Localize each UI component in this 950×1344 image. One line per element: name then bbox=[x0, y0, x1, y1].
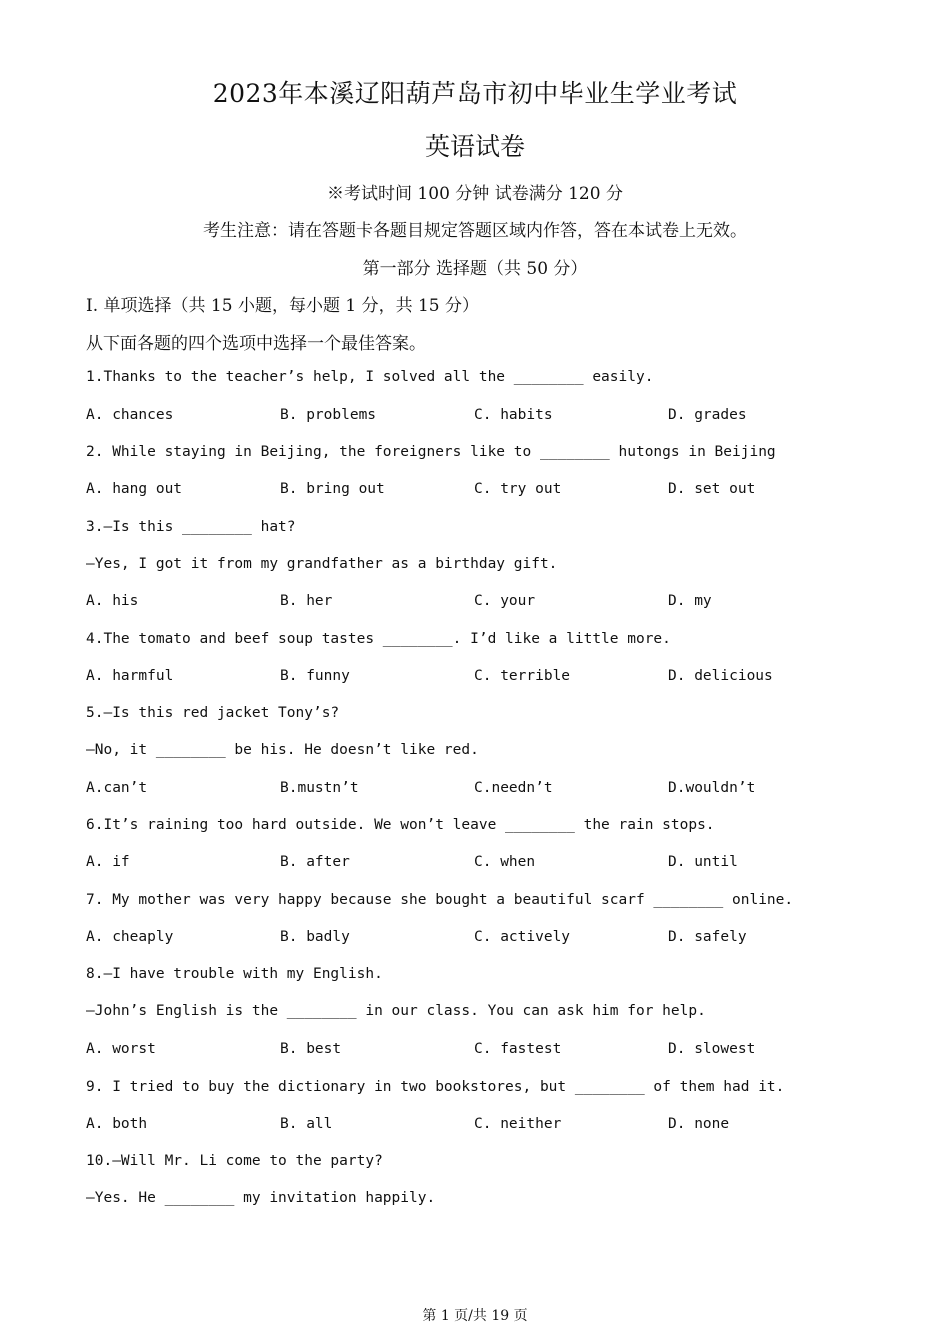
option-b: B. funny bbox=[280, 668, 350, 684]
question-text: 4.The tomato and beef soup tastes ________. I’d like a little more. bbox=[86, 631, 671, 647]
question-text: —John’s English is the ________ in our class. You can ask him for help. bbox=[86, 1003, 706, 1019]
option-c: C. neither bbox=[474, 1116, 562, 1132]
option-c: C. when bbox=[474, 854, 536, 870]
option-a: A. chances bbox=[86, 407, 174, 423]
question-text: 3.—Is this ________ hat? bbox=[86, 519, 296, 535]
option-b: B. best bbox=[280, 1041, 342, 1057]
question-text: 5.—Is this red jacket Tony’s? bbox=[86, 705, 340, 721]
question-text: 10.—Will Mr. Li come to the party? bbox=[86, 1153, 383, 1169]
option-c: C.needn’t bbox=[474, 780, 553, 796]
option-c: C. actively bbox=[474, 929, 571, 945]
option-d: D. grades bbox=[668, 407, 747, 423]
exam-subtitle: 英语试卷 bbox=[424, 132, 525, 161]
option-d: D. my bbox=[668, 593, 712, 609]
question-text: —Yes. He ________ my invitation happily. bbox=[86, 1190, 436, 1206]
option-b: B. bring out bbox=[280, 481, 385, 497]
option-b: B. her bbox=[280, 593, 333, 609]
exam-title: 2023年本溪辽阳葫芦岛市初中毕业生学业考试 bbox=[212, 79, 738, 108]
question-text: 8.—I have trouble with my English. bbox=[86, 966, 383, 982]
option-b: B. after bbox=[280, 854, 350, 870]
question-text: 6.It’s raining too hard outside. We won’t leave ________ the rain stops. bbox=[86, 817, 715, 833]
question-text: —Yes, I got it from my grandfather as a birthday gift. bbox=[86, 556, 558, 572]
option-d: D. none bbox=[668, 1116, 730, 1132]
option-a: A. hang out bbox=[86, 481, 183, 497]
option-a: A. worst bbox=[86, 1041, 156, 1057]
option-b: B. problems bbox=[280, 407, 377, 423]
option-a: A. harmful bbox=[86, 668, 174, 684]
option-d: D. until bbox=[668, 854, 738, 870]
question-text: 7. My mother was very happy because she bought a beautiful scarf ________ online. bbox=[86, 892, 794, 908]
option-d: D. delicious bbox=[668, 668, 773, 684]
question-text: 9. I tried to buy the dictionary in two bookstores, but ________ of them had it. bbox=[86, 1079, 785, 1095]
question-text: 1.Thanks to the teacher’s help, I solved all the ________ easily. bbox=[86, 369, 654, 385]
option-a: A.can’t bbox=[86, 780, 148, 796]
option-d: D. safely bbox=[668, 929, 747, 945]
option-c: C. terrible bbox=[474, 668, 571, 684]
option-d: D. slowest bbox=[668, 1041, 756, 1057]
option-c: C. try out bbox=[474, 481, 562, 497]
section-title: Ⅰ. 单项选择（共 15 小题，每小题 1 分，共 15 分） bbox=[86, 296, 480, 316]
section-instruction: 从下面各题的四个选项中选择一个最佳答案。 bbox=[86, 334, 426, 354]
option-d: D. set out bbox=[668, 481, 756, 497]
question-text: 2. While staying in Beijing, the foreigners like to ________ hutongs in Beijing bbox=[86, 444, 776, 460]
option-c: C. your bbox=[474, 593, 536, 609]
option-a: A. his bbox=[86, 593, 139, 609]
page-number: 第 1 页/共 19 页 bbox=[422, 1308, 528, 1324]
option-d: D.wouldn’t bbox=[668, 780, 756, 796]
option-b: B.mustn’t bbox=[280, 780, 359, 796]
option-a: A. if bbox=[86, 854, 130, 870]
option-c: C. fastest bbox=[474, 1041, 562, 1057]
option-c: C. habits bbox=[474, 407, 553, 423]
exam-info: ※考试时间 100 分钟 试卷满分 120 分 bbox=[327, 184, 623, 204]
question-text: —No, it ________ be his. He doesn’t like red. bbox=[86, 742, 479, 758]
option-b: B. all bbox=[280, 1116, 333, 1132]
option-b: B. badly bbox=[280, 929, 350, 945]
part-title: 第一部分 选择题（共 50 分） bbox=[362, 259, 588, 279]
option-a: A. cheaply bbox=[86, 929, 174, 945]
option-a: A. both bbox=[86, 1116, 148, 1132]
exam-notice: 考生注意：请在答题卡各题目规定答题区域内作答，答在本试卷上无效。 bbox=[203, 221, 747, 241]
